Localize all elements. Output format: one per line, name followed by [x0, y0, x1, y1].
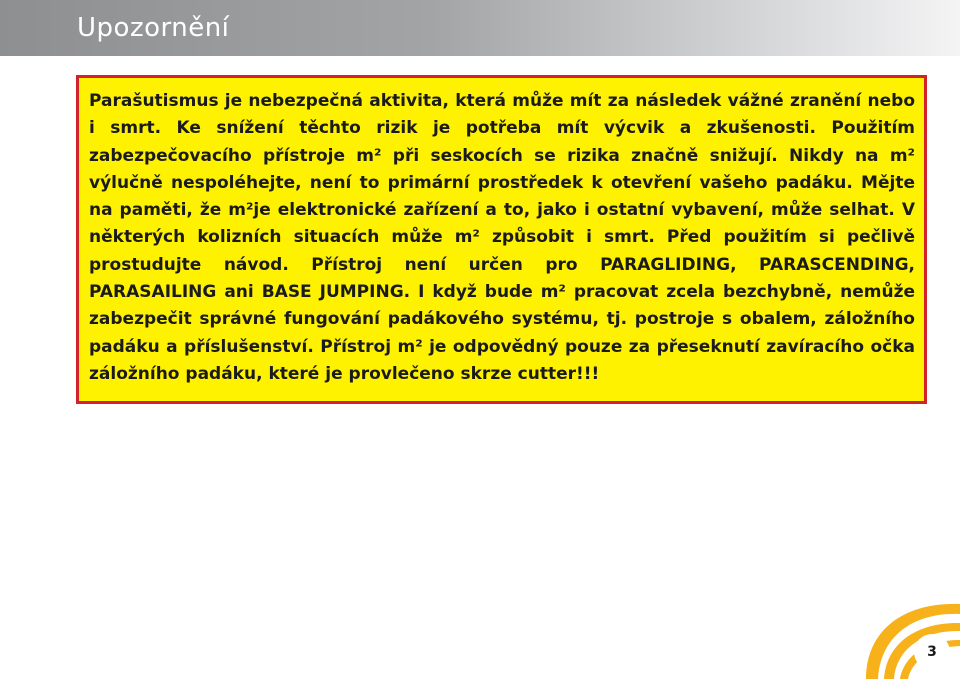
header-bar — [0, 0, 960, 56]
warning-text: Parašutismus je nebezpečná aktivita, která může mít za následek vážné zranění nebo i smrt. Ke snížení těchto rizik je potřeba mít výcvik a zkušenosti. Použitím zabezpečovacího přístroje m² při seskocích se rizika značně snižují. Nikdy na m² výlučně nespoléhejte, není to primární prostředek k otevření vašeho padáku. Mějte na paměti, že m²je elektronické zařízení a to, jako i ostatní vybavení, může selhat. V některých kolizních situacích může m² způsobit i smrt. Před použitím si pečlivě prostudujte návod. Přístroj není určen pro PARAGLIDING, PARASCENDING, PARASAILING ani BASE JUMPING. I když bude m² pracovat zcela bezchybně, nemůže zabezpečit správné fungování padákového systému, tj. postroje s obalem, záložního padáku a příslušenství. Přístroj m² je odpovědný pouze za přeseknutí zavíracího očka záložního padáku, které je provlečeno skrze cutter!!! — [89, 91, 915, 384]
page-number: 3 — [927, 644, 937, 660]
page-title: Upozornění — [77, 13, 230, 43]
warning-box — [76, 75, 927, 404]
swoosh-logo-icon — [864, 600, 960, 679]
